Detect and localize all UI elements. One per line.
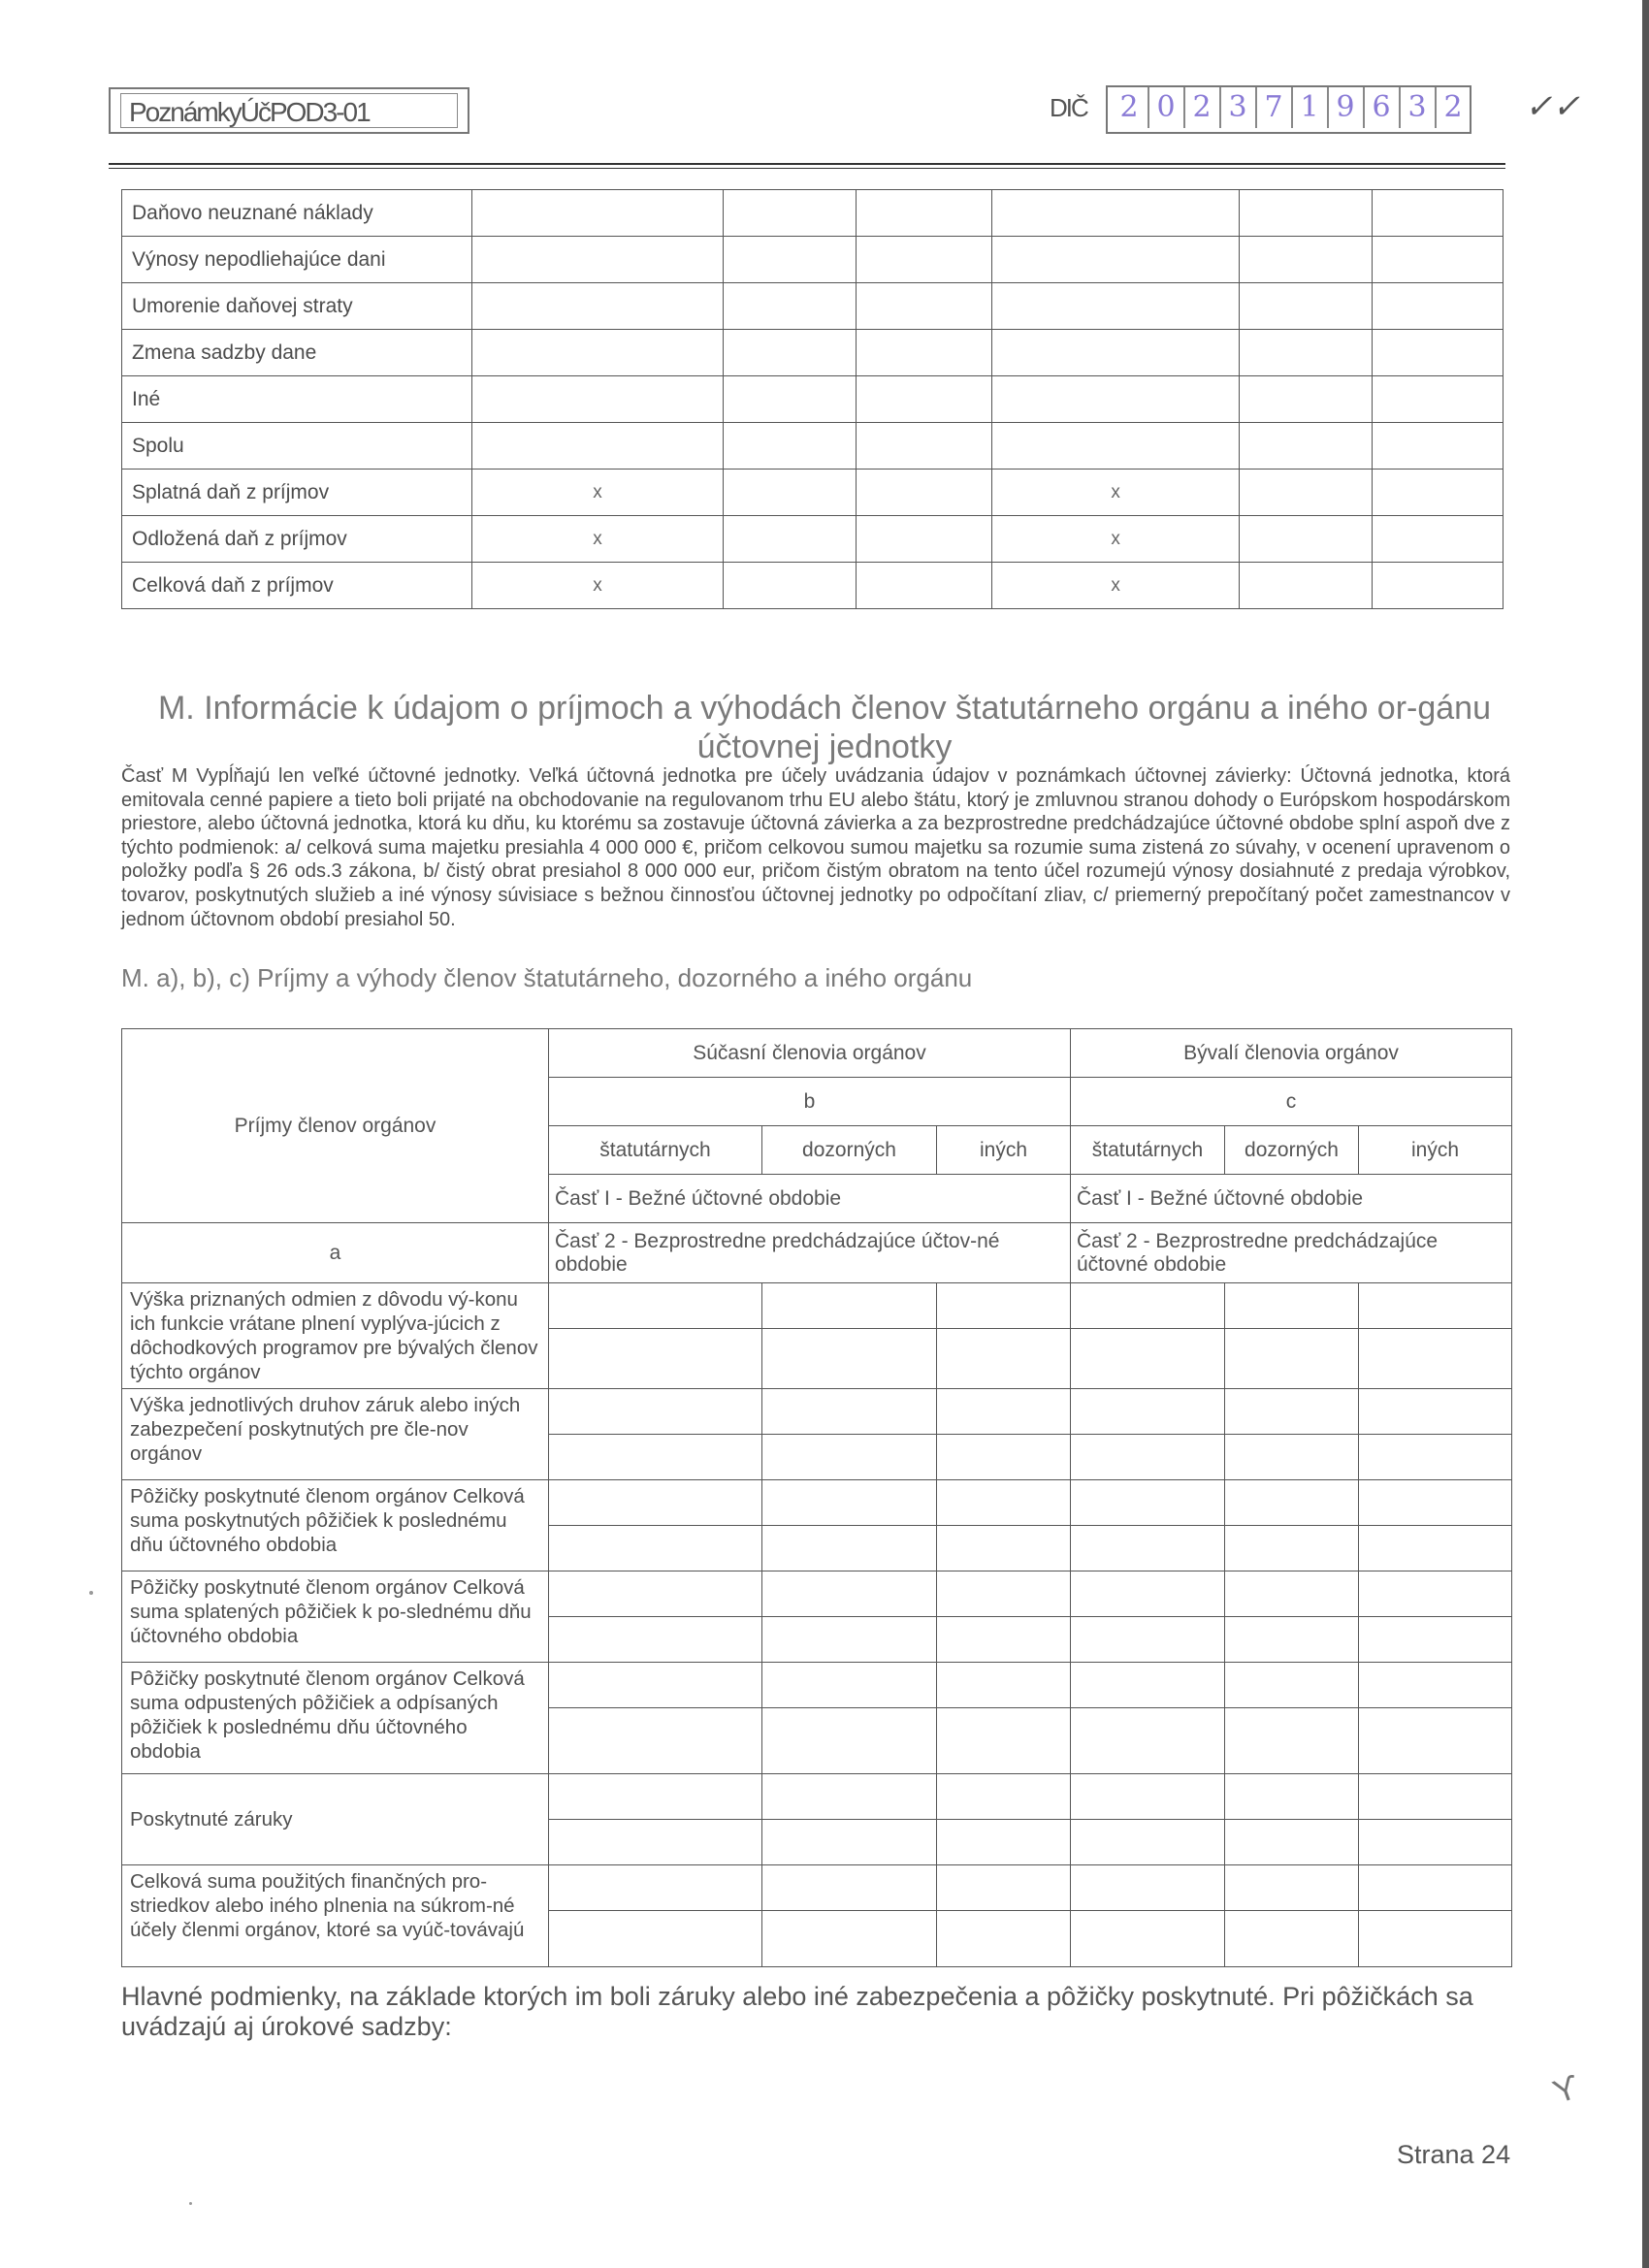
input-cell[interactable]: [762, 1283, 937, 1329]
input-cell[interactable]: [937, 1911, 1071, 1967]
input-cell[interactable]: [1071, 1329, 1225, 1389]
input-cell[interactable]: [991, 423, 1240, 470]
col-label-a: a: [122, 1223, 549, 1283]
input-cell[interactable]: [1359, 1283, 1512, 1329]
subcol-supervisory: dozorných: [762, 1126, 937, 1175]
subcol-other: iných: [937, 1126, 1071, 1175]
row-label: Výška jednotlivých druhov záruk alebo iných zabezpečení poskytnutých pre čle-nov orgánov: [122, 1389, 549, 1480]
part2-label: Časť 2 - Bezprostredne predchádzajúce účtov-né obdobie: [549, 1223, 1071, 1283]
input-cell[interactable]: [762, 1820, 937, 1865]
input-cell[interactable]: [1225, 1571, 1359, 1617]
input-cell[interactable]: [1225, 1911, 1359, 1967]
input-cell[interactable]: [1373, 516, 1504, 563]
input-cell[interactable]: [1359, 1663, 1512, 1708]
input-cell[interactable]: [1359, 1329, 1512, 1389]
input-cell[interactable]: [549, 1774, 762, 1820]
x-mark: x: [991, 516, 1240, 563]
input-cell[interactable]: [762, 1617, 937, 1663]
input-cell[interactable]: [1240, 283, 1373, 330]
input-cell[interactable]: [1071, 1435, 1225, 1480]
handwritten-initials-icon: ϒ: [1548, 2067, 1585, 2112]
input-cell[interactable]: [1359, 1571, 1512, 1617]
input-cell[interactable]: [549, 1435, 762, 1480]
input-cell[interactable]: [937, 1389, 1071, 1435]
input-cell[interactable]: [1359, 1911, 1512, 1967]
table-row: [122, 1865, 1512, 1911]
input-cell[interactable]: [762, 1911, 937, 1967]
input-cell[interactable]: [1225, 1389, 1359, 1435]
input-cell[interactable]: [471, 190, 724, 237]
input-cell[interactable]: [1225, 1480, 1359, 1526]
input-cell[interactable]: [724, 190, 857, 237]
input-cell[interactable]: [991, 376, 1240, 423]
dic-digit[interactable]: 2: [1119, 90, 1139, 124]
table-row: [122, 237, 1504, 283]
input-cell[interactable]: [549, 1663, 762, 1708]
input-cell[interactable]: [937, 1617, 1071, 1663]
input-cell[interactable]: [471, 283, 724, 330]
dic-label: DIČ: [1050, 93, 1087, 122]
table-row: [122, 470, 1504, 516]
x-mark: x: [471, 470, 724, 516]
header-row: [122, 1223, 1512, 1283]
part2-label: Časť 2 - Bezprostredne predchádzajúce účtovné obdobie: [1071, 1223, 1512, 1283]
input-cell[interactable]: [762, 1571, 937, 1617]
row-label: Výnosy nepodliehajúce dani: [122, 237, 472, 283]
input-cell[interactable]: [1071, 1911, 1225, 1967]
tax-reconciliation-table: [121, 189, 1504, 609]
col-header-current-members: Súčasní členovia orgánov: [549, 1029, 1071, 1078]
table-row: [122, 283, 1504, 330]
row-label: Pôžičky poskytnuté členom orgánov Celková suma splatených pôžičiek k po-slednému dňu účtovného obdobia: [122, 1571, 549, 1663]
input-cell[interactable]: [724, 516, 857, 563]
table-row: [122, 563, 1504, 609]
member-benefits-table: [121, 1028, 1512, 1967]
input-cell[interactable]: [1240, 470, 1373, 516]
input-cell[interactable]: [1071, 1774, 1225, 1820]
input-cell[interactable]: [549, 1283, 762, 1329]
input-cell[interactable]: [549, 1480, 762, 1526]
loan-conditions-text: Hlavné podmienky, na základe ktorých im boli záruky alebo iné zabezpečenia a pôžičky poskytnuté. Pri pôžičkách sa uvádzajú aj úrokové sadzby:: [121, 1982, 1473, 2041]
input-cell[interactable]: [1071, 1708, 1225, 1774]
row-label: Poskytnuté záruky: [122, 1774, 549, 1865]
input-cell[interactable]: [549, 1617, 762, 1663]
input-cell[interactable]: [1225, 1435, 1359, 1480]
dic-digit[interactable]: 7: [1255, 87, 1290, 128]
input-cell[interactable]: [857, 470, 992, 516]
dic-field[interactable]: [1106, 85, 1471, 134]
section-m-heading: M. Informácie k údajom o príjmoch a výhodách členov štatutárneho orgánu a iného or-gánu účtovnej jednotky: [157, 690, 1491, 765]
input-cell[interactable]: [991, 330, 1240, 376]
input-cell[interactable]: [857, 283, 992, 330]
input-cell[interactable]: [1359, 1708, 1512, 1774]
subcol-supervisory: dozorných: [1225, 1126, 1359, 1175]
row-label: Odložená daň z príjmov: [122, 516, 472, 563]
row-label: Pôžičky poskytnuté členom orgánov Celková suma poskytnutých pôžičiek k poslednému dňu účtovného obdobia: [122, 1480, 549, 1571]
input-cell[interactable]: [857, 237, 992, 283]
input-cell[interactable]: [937, 1708, 1071, 1774]
input-cell[interactable]: [549, 1708, 762, 1774]
input-cell[interactable]: [1240, 237, 1373, 283]
input-cell[interactable]: [724, 283, 857, 330]
page-number: Strana 24: [1397, 2140, 1511, 2169]
input-cell[interactable]: [1373, 330, 1504, 376]
input-cell[interactable]: [1071, 1283, 1225, 1329]
input-cell[interactable]: [937, 1820, 1071, 1865]
table-row: [122, 1480, 1512, 1526]
input-cell[interactable]: [1373, 283, 1504, 330]
col-header-income: Príjmy členov orgánov: [122, 1029, 549, 1223]
scan-speck: [189, 2202, 192, 2205]
row-label: Celková daň z príjmov: [122, 563, 472, 609]
input-cell[interactable]: [1225, 1329, 1359, 1389]
input-cell[interactable]: [937, 1480, 1071, 1526]
input-cell[interactable]: [1359, 1526, 1512, 1571]
table-row: [122, 516, 1504, 563]
input-cell[interactable]: [762, 1865, 937, 1911]
row-label: Daňovo neuznané náklady: [122, 190, 472, 237]
input-cell[interactable]: [1071, 1617, 1225, 1663]
row-label: Splatná daň z príjmov: [122, 470, 472, 516]
part1-label: Časť I - Bežné účtovné obdobie: [549, 1175, 1071, 1223]
x-mark: x: [471, 516, 724, 563]
scan-edge: [1642, 0, 1649, 2268]
subcol-statutory: štatutárnych: [549, 1126, 762, 1175]
input-cell[interactable]: [1373, 563, 1504, 609]
input-cell[interactable]: [1071, 1480, 1225, 1526]
input-cell[interactable]: [1071, 1663, 1225, 1708]
input-cell[interactable]: [1359, 1389, 1512, 1435]
input-cell[interactable]: [1240, 190, 1373, 237]
input-cell[interactable]: [857, 190, 992, 237]
input-cell[interactable]: [762, 1389, 937, 1435]
input-cell[interactable]: [762, 1329, 937, 1389]
table-row: [122, 376, 1504, 423]
part1-label: Časť I - Bežné účtovné obdobie: [1071, 1175, 1512, 1223]
input-cell[interactable]: [471, 376, 724, 423]
input-cell[interactable]: [724, 237, 857, 283]
input-cell[interactable]: [762, 1480, 937, 1526]
input-cell[interactable]: [937, 1571, 1071, 1617]
input-cell[interactable]: [937, 1329, 1071, 1389]
form-id: PoznámkyÚčPOD3-01: [120, 93, 458, 128]
header-divider-2: [109, 168, 1505, 169]
input-cell[interactable]: [724, 423, 857, 470]
input-cell[interactable]: [1225, 1820, 1359, 1865]
header-row: [122, 1029, 1512, 1078]
col-label-c: c: [1071, 1078, 1512, 1126]
table-row: [122, 1389, 1512, 1435]
input-cell[interactable]: [1240, 516, 1373, 563]
col-header-former-members: Bývalí členovia orgánov: [1071, 1029, 1512, 1078]
table-row: [122, 1774, 1512, 1820]
table-row: [122, 330, 1504, 376]
dic-digit[interactable]: 6: [1363, 87, 1398, 128]
scan-speck: [89, 1591, 93, 1595]
subcol-other: iných: [1359, 1126, 1512, 1175]
input-cell[interactable]: [549, 1389, 762, 1435]
input-cell[interactable]: [857, 516, 992, 563]
input-cell[interactable]: [857, 563, 992, 609]
input-cell[interactable]: [1359, 1774, 1512, 1820]
section-m-subheading: M. a), b), c) Príjmy a výhody členov štatutárneho, dozorného a iného orgánu: [121, 963, 973, 992]
input-cell[interactable]: [1359, 1617, 1512, 1663]
x-mark: x: [991, 470, 1240, 516]
table-row: [122, 190, 1504, 237]
input-cell[interactable]: [857, 376, 992, 423]
input-cell[interactable]: [1225, 1663, 1359, 1708]
input-cell[interactable]: [762, 1435, 937, 1480]
section-m-description: Časť M Vypĺňajú len veľké účtovné jednotky. Veľká účtovná jednotka pre účely uvádzania údajov v poznámkach účtovnej závierky: Účtovná jednotka, ktorá emitovala cenné papiere a tieto boli prijaté na obchodovanie na regulovanom trhu EU alebo štátu, ktorý je zmluvnou stranou dohody o Európskom hospodárskom priestore, alebo účtovná jednotka, ktorá ku dňu, ku ktorému sa zostavuje účtovná závierka a za bezprostredne predchádzajúce účtovné obdobe splní aspoň dve z týchto podmienok: a/ celková suma majetku presiahla 4 000 000 €, pričom celkovou sumou majetku sa rozumie suma zistená zo súvahy, v ocenení upravenom o položky podľa § 26 ods.3 zákona, b/ čistý obrat presiahol 8 000 000 eur, pričom čistým obratom na tento účel rozumejú výnosy dosiahnuté z predaja výrobkov, tovarov, poskytnutých služieb a iné výnosy súvisiace s bežnou činnosťou účtovnej jednotky po odpočítaní zliav, c/ priemerný prepočítaný počet zamestnancov v jednom účtovnom období presiahol 50.: [121, 765, 1510, 930]
input-cell[interactable]: [1225, 1708, 1359, 1774]
input-cell[interactable]: [1225, 1526, 1359, 1571]
input-cell[interactable]: [1359, 1865, 1512, 1911]
input-cell[interactable]: [1225, 1617, 1359, 1663]
input-cell[interactable]: [549, 1911, 762, 1967]
table-row: [122, 423, 1504, 470]
input-cell[interactable]: [724, 330, 857, 376]
input-cell[interactable]: [471, 423, 724, 470]
input-cell[interactable]: [724, 470, 857, 516]
input-cell[interactable]: [1071, 1820, 1225, 1865]
row-label: Pôžičky poskytnuté členom orgánov Celková suma odpustených pôžičiek a odpísaných pôžičiek k poslednému dňu účtovného obdobia: [122, 1663, 549, 1774]
row-label: Zmena sadzby dane: [122, 330, 472, 376]
input-cell[interactable]: [937, 1526, 1071, 1571]
dic-digit[interactable]: 2: [1183, 87, 1218, 128]
table-row: [122, 1663, 1512, 1708]
input-cell[interactable]: [1071, 1526, 1225, 1571]
input-cell[interactable]: [762, 1526, 937, 1571]
dic-digit[interactable]: 1: [1291, 87, 1326, 128]
table-row: [122, 1283, 1512, 1329]
input-cell[interactable]: [762, 1663, 937, 1708]
input-cell[interactable]: [857, 330, 992, 376]
input-cell[interactable]: [549, 1820, 762, 1865]
table-row: [122, 1571, 1512, 1617]
input-cell[interactable]: [762, 1774, 937, 1820]
input-cell[interactable]: [549, 1526, 762, 1571]
input-cell[interactable]: [1225, 1865, 1359, 1911]
input-cell[interactable]: [724, 376, 857, 423]
input-cell[interactable]: [937, 1663, 1071, 1708]
input-cell[interactable]: [937, 1435, 1071, 1480]
input-cell[interactable]: [549, 1329, 762, 1389]
form-id-box: [109, 87, 469, 134]
input-cell[interactable]: [549, 1571, 762, 1617]
input-cell[interactable]: [549, 1865, 762, 1911]
row-label: Iné: [122, 376, 472, 423]
subcol-statutory: štatutárnych: [1071, 1126, 1225, 1175]
input-cell[interactable]: [1373, 237, 1504, 283]
input-cell[interactable]: [937, 1865, 1071, 1911]
input-cell[interactable]: [991, 283, 1240, 330]
input-cell[interactable]: [471, 237, 724, 283]
input-cell[interactable]: [1225, 1283, 1359, 1329]
input-cell[interactable]: [991, 237, 1240, 283]
input-cell[interactable]: [1373, 423, 1504, 470]
row-label: Spolu: [122, 423, 472, 470]
input-cell[interactable]: [724, 563, 857, 609]
input-cell[interactable]: [1359, 1480, 1512, 1526]
x-mark: x: [991, 563, 1240, 609]
input-cell[interactable]: [1240, 563, 1373, 609]
input-cell[interactable]: [1240, 423, 1373, 470]
input-cell[interactable]: [1071, 1865, 1225, 1911]
input-cell[interactable]: [937, 1283, 1071, 1329]
input-cell[interactable]: [762, 1708, 937, 1774]
dic-digit[interactable]: 3: [1219, 87, 1254, 128]
col-label-b: b: [549, 1078, 1071, 1126]
input-cell[interactable]: [1240, 330, 1373, 376]
input-cell[interactable]: [1071, 1389, 1225, 1435]
dic-digit[interactable]: 0: [1148, 87, 1182, 128]
input-cell[interactable]: [1373, 376, 1504, 423]
row-label: Umorenie daňovej straty: [122, 283, 472, 330]
x-mark: x: [471, 563, 724, 609]
input-cell[interactable]: [857, 423, 992, 470]
input-cell[interactable]: [1225, 1774, 1359, 1820]
input-cell[interactable]: [1359, 1820, 1512, 1865]
dic-digit[interactable]: 2: [1435, 87, 1470, 128]
handwritten-check-icon: ✓✓: [1525, 88, 1580, 125]
input-cell[interactable]: [1071, 1571, 1225, 1617]
input-cell[interactable]: [1373, 470, 1504, 516]
input-cell[interactable]: [1240, 376, 1373, 423]
input-cell[interactable]: [937, 1774, 1071, 1820]
input-cell[interactable]: [471, 330, 724, 376]
input-cell[interactable]: [1373, 190, 1504, 237]
row-label: Výška priznaných odmien z dôvodu vý-konu ich funkcie vrátane plnení vyplýva-júcich z dôchodkových programov pre bývalých členov týchto orgánov: [122, 1283, 549, 1389]
dic-digit[interactable]: 9: [1327, 87, 1362, 128]
header-divider: [109, 163, 1505, 165]
input-cell[interactable]: [1359, 1435, 1512, 1480]
input-cell[interactable]: [991, 190, 1240, 237]
row-label: Celková suma použitých finančných pro-striedkov alebo iného plnenia na súkrom-né účely členmi orgánov, ktoré sa vyúč-továvajú: [122, 1865, 549, 1967]
dic-digit[interactable]: 3: [1399, 87, 1434, 128]
